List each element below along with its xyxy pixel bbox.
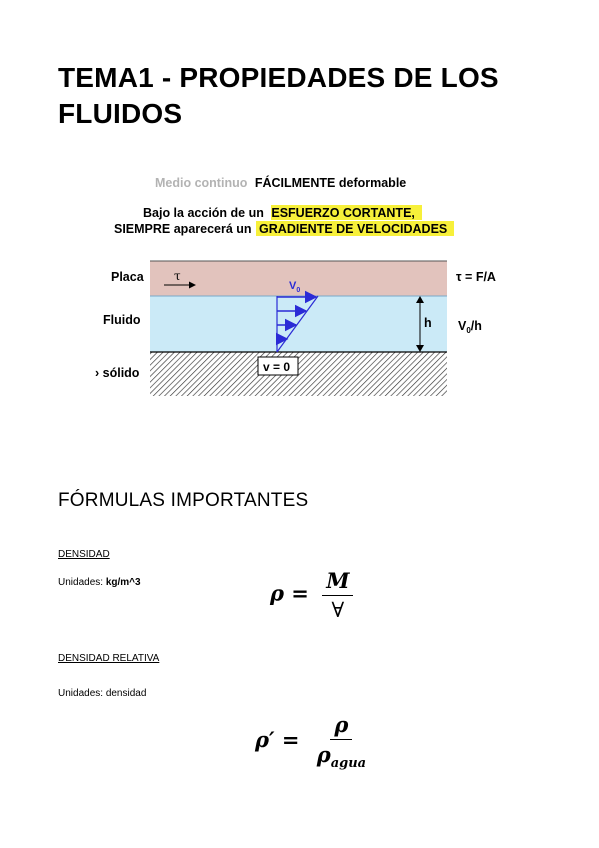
formula-densidad-fraction	[322, 568, 353, 622]
label-v-zero: v = 0	[263, 360, 291, 374]
formula-densidad-lhs: ρ =	[270, 580, 309, 606]
page-title-line-2: FLUIDOS	[58, 98, 183, 129]
diagram-caption-line-2	[143, 206, 415, 220]
formula-densidad	[270, 568, 353, 622]
page-title-line-1: TEMA1 - PROPIEDADES DE LOS	[58, 62, 499, 93]
units-densidad-value: kg/m^3	[105, 577, 141, 588]
diagram-caption-line-1	[155, 175, 406, 190]
formula-densidad-numerator: M	[322, 568, 353, 596]
label-h: h	[424, 316, 432, 330]
tau-equation: τ = F/A	[456, 270, 496, 284]
caption-grey-text: Medio continuo	[155, 176, 248, 190]
caption-line2-prefix: Bajo la acción de un	[143, 206, 264, 220]
fluid-region	[150, 296, 447, 352]
caption-line2-highlight: ESFUERZO CORTANTE,	[271, 206, 415, 220]
units-densidad-relativa-prefix: Unidades:	[58, 688, 104, 699]
formula-densidad-relativa-subscript: agua	[330, 756, 367, 772]
label-placa: Placa	[111, 270, 144, 284]
formula-densidad-relativa	[255, 712, 370, 771]
label-solido: › sólido	[95, 366, 140, 380]
formula-densidad-relativa-lhs: ρ′ =	[255, 727, 300, 753]
formula-densidad-relativa-denominator: $\rho_{agua}$	[316, 742, 367, 772]
caption-line3-highlight: GRADIENTE DE VELOCIDADES	[259, 222, 448, 236]
formula-densidad-relativa-numerator: ρ	[330, 712, 352, 740]
heading-densidad-relativa: DENSIDAD RELATIVA	[58, 653, 160, 664]
units-densidad-relativa	[58, 688, 146, 699]
diagram-caption-line-3	[114, 222, 447, 236]
heading-densidad: DENSIDAD	[58, 549, 110, 560]
label-v0: $V_0$	[289, 280, 301, 294]
caption-bold-text: FÁCILMENTE deformable	[254, 176, 407, 190]
units-densidad-relativa-value: densidad	[105, 688, 147, 699]
label-v0-over-h: $V_0/h$	[458, 319, 482, 335]
formula-densidad-relativa-fraction	[313, 712, 370, 771]
label-fluido: Fluido	[103, 313, 141, 327]
formula-densidad-denominator: ∀	[331, 598, 345, 622]
tau-symbol: τ	[174, 269, 181, 283]
caption-line3-prefix: SIEMPRE aparecerá un	[114, 222, 252, 236]
units-densidad	[58, 577, 141, 588]
units-densidad-prefix: Unidades:	[58, 577, 104, 588]
section-heading-formulas: FÓRMULAS IMPORTANTES	[58, 490, 309, 511]
